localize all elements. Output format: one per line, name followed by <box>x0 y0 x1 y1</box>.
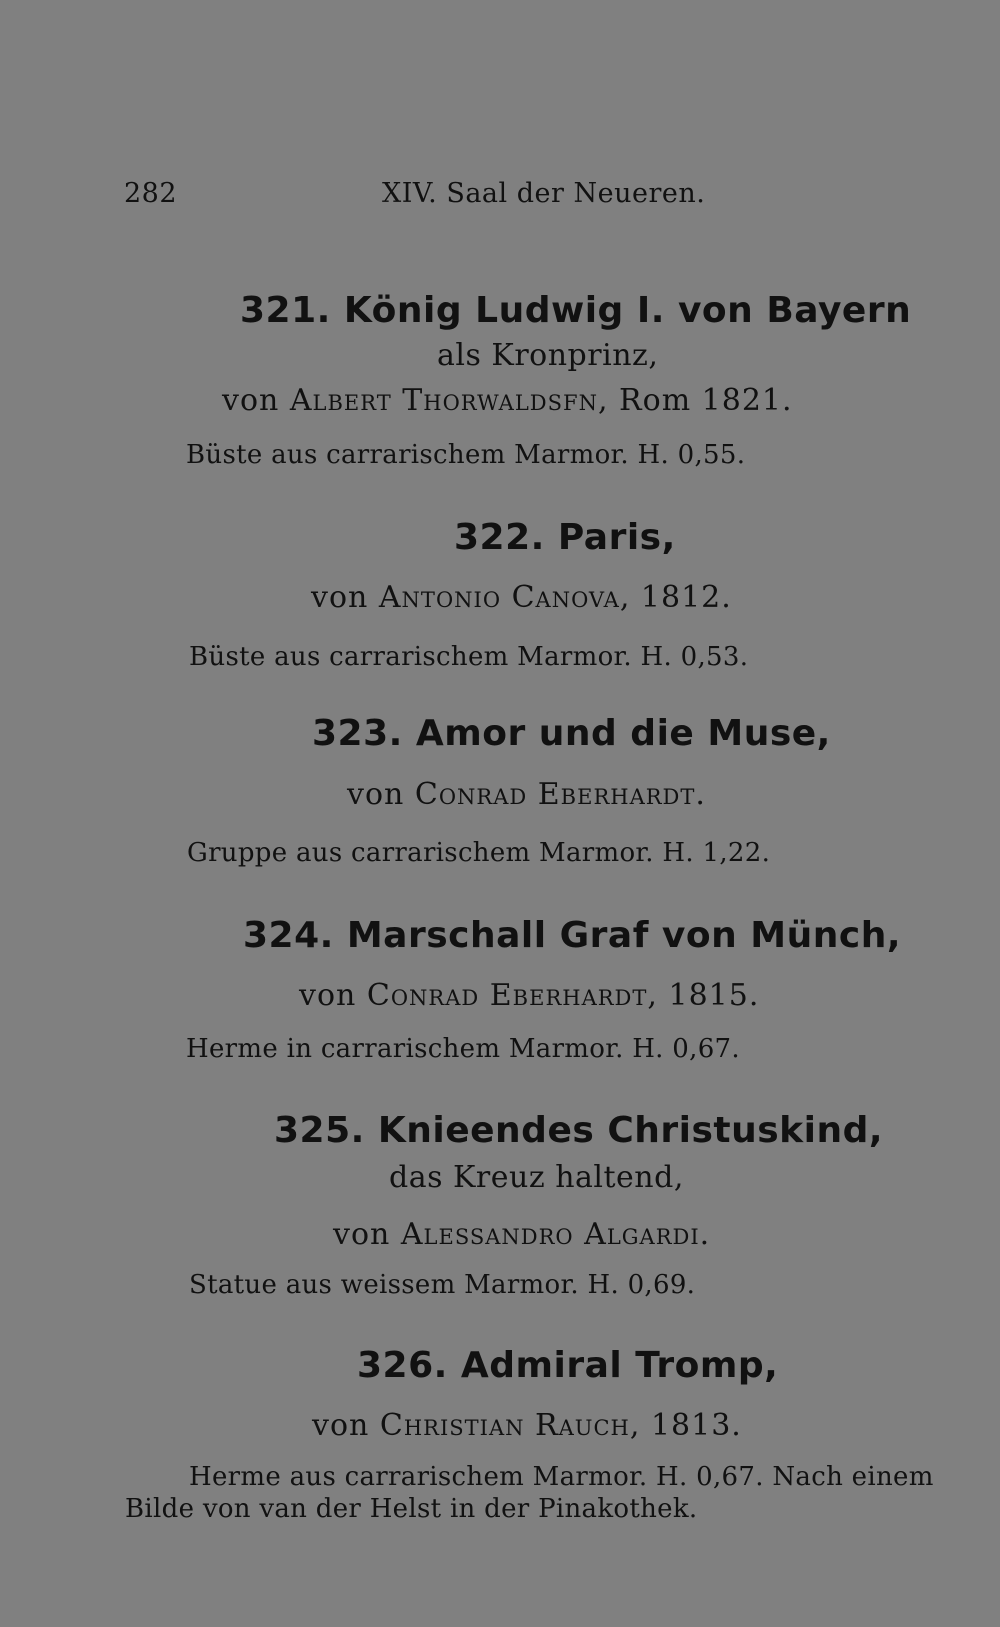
entry-title: 321. König Ludwig I. von Bayern <box>240 290 912 331</box>
artist-name: Conrad Eberhardt <box>366 978 648 1013</box>
entry-title: 322. Paris, <box>454 517 676 558</box>
entry-artist <box>312 1408 742 1443</box>
entry-artist <box>311 580 732 615</box>
entry-description: Gruppe aus carrarischem Marmor. H. 1,22. <box>187 838 771 868</box>
entry-title: 323. Amor und die Muse, <box>312 713 831 754</box>
entry-description: Statue aus weissem Marmor. H. 0,69. <box>189 1270 696 1300</box>
artist-prefix: von <box>299 978 357 1013</box>
running-title: XIV. Saal der Neueren. <box>382 178 706 209</box>
artist-name: Christian Rauch <box>379 1408 630 1443</box>
artist-prefix: von <box>222 383 280 418</box>
entry-description: Büste aus carrarischem Marmor. H. 0,53. <box>189 642 749 672</box>
artist-prefix: von <box>347 777 405 812</box>
artist-suffix: . <box>699 1217 711 1252</box>
entry-artist <box>299 978 759 1013</box>
artist-suffix: , 1812. <box>619 580 732 615</box>
entry-description: Büste aus carrarischem Marmor. H. 0,55. <box>186 440 746 470</box>
artist-prefix: von <box>311 580 369 615</box>
artist-prefix: von <box>312 1408 370 1443</box>
artist-prefix: von <box>333 1217 391 1252</box>
artist-suffix: , 1813. <box>629 1408 742 1443</box>
entry-artist <box>333 1217 710 1252</box>
artist-suffix: , 1815. <box>647 978 760 1013</box>
artist-suffix: . <box>695 777 706 812</box>
artist-name: Conrad Eberhardt <box>414 777 696 812</box>
entry-subtitle: das Kreuz haltend, <box>389 1160 684 1195</box>
entry-subtitle: als Kronprinz, <box>437 338 659 373</box>
artist-name: Alessandro Algardi <box>400 1217 700 1252</box>
entry-title: 325. Knieendes Christuskind, <box>274 1110 884 1151</box>
artist-name: Antonio Canova <box>378 580 620 615</box>
entry-title: 326. Admiral Tromp, <box>357 1345 779 1386</box>
entry-artist <box>222 383 793 418</box>
entry-title: 324. Marschall Graf von Münch, <box>243 915 902 956</box>
entry-description: Herme in carrarischem Marmor. H. 0,67. <box>186 1034 740 1064</box>
artist-suffix: , Rom 1821. <box>597 383 793 418</box>
entry-description-continued: Bilde von van der Helst in der Pinakothek. <box>125 1494 698 1524</box>
artist-name: Albert Thorwaldsfn <box>289 383 598 418</box>
entry-artist <box>347 777 706 812</box>
page-number: 282 <box>124 178 178 209</box>
entry-description: Herme aus carrarischem Marmor. H. 0,67. Nach einem <box>189 1462 934 1492</box>
